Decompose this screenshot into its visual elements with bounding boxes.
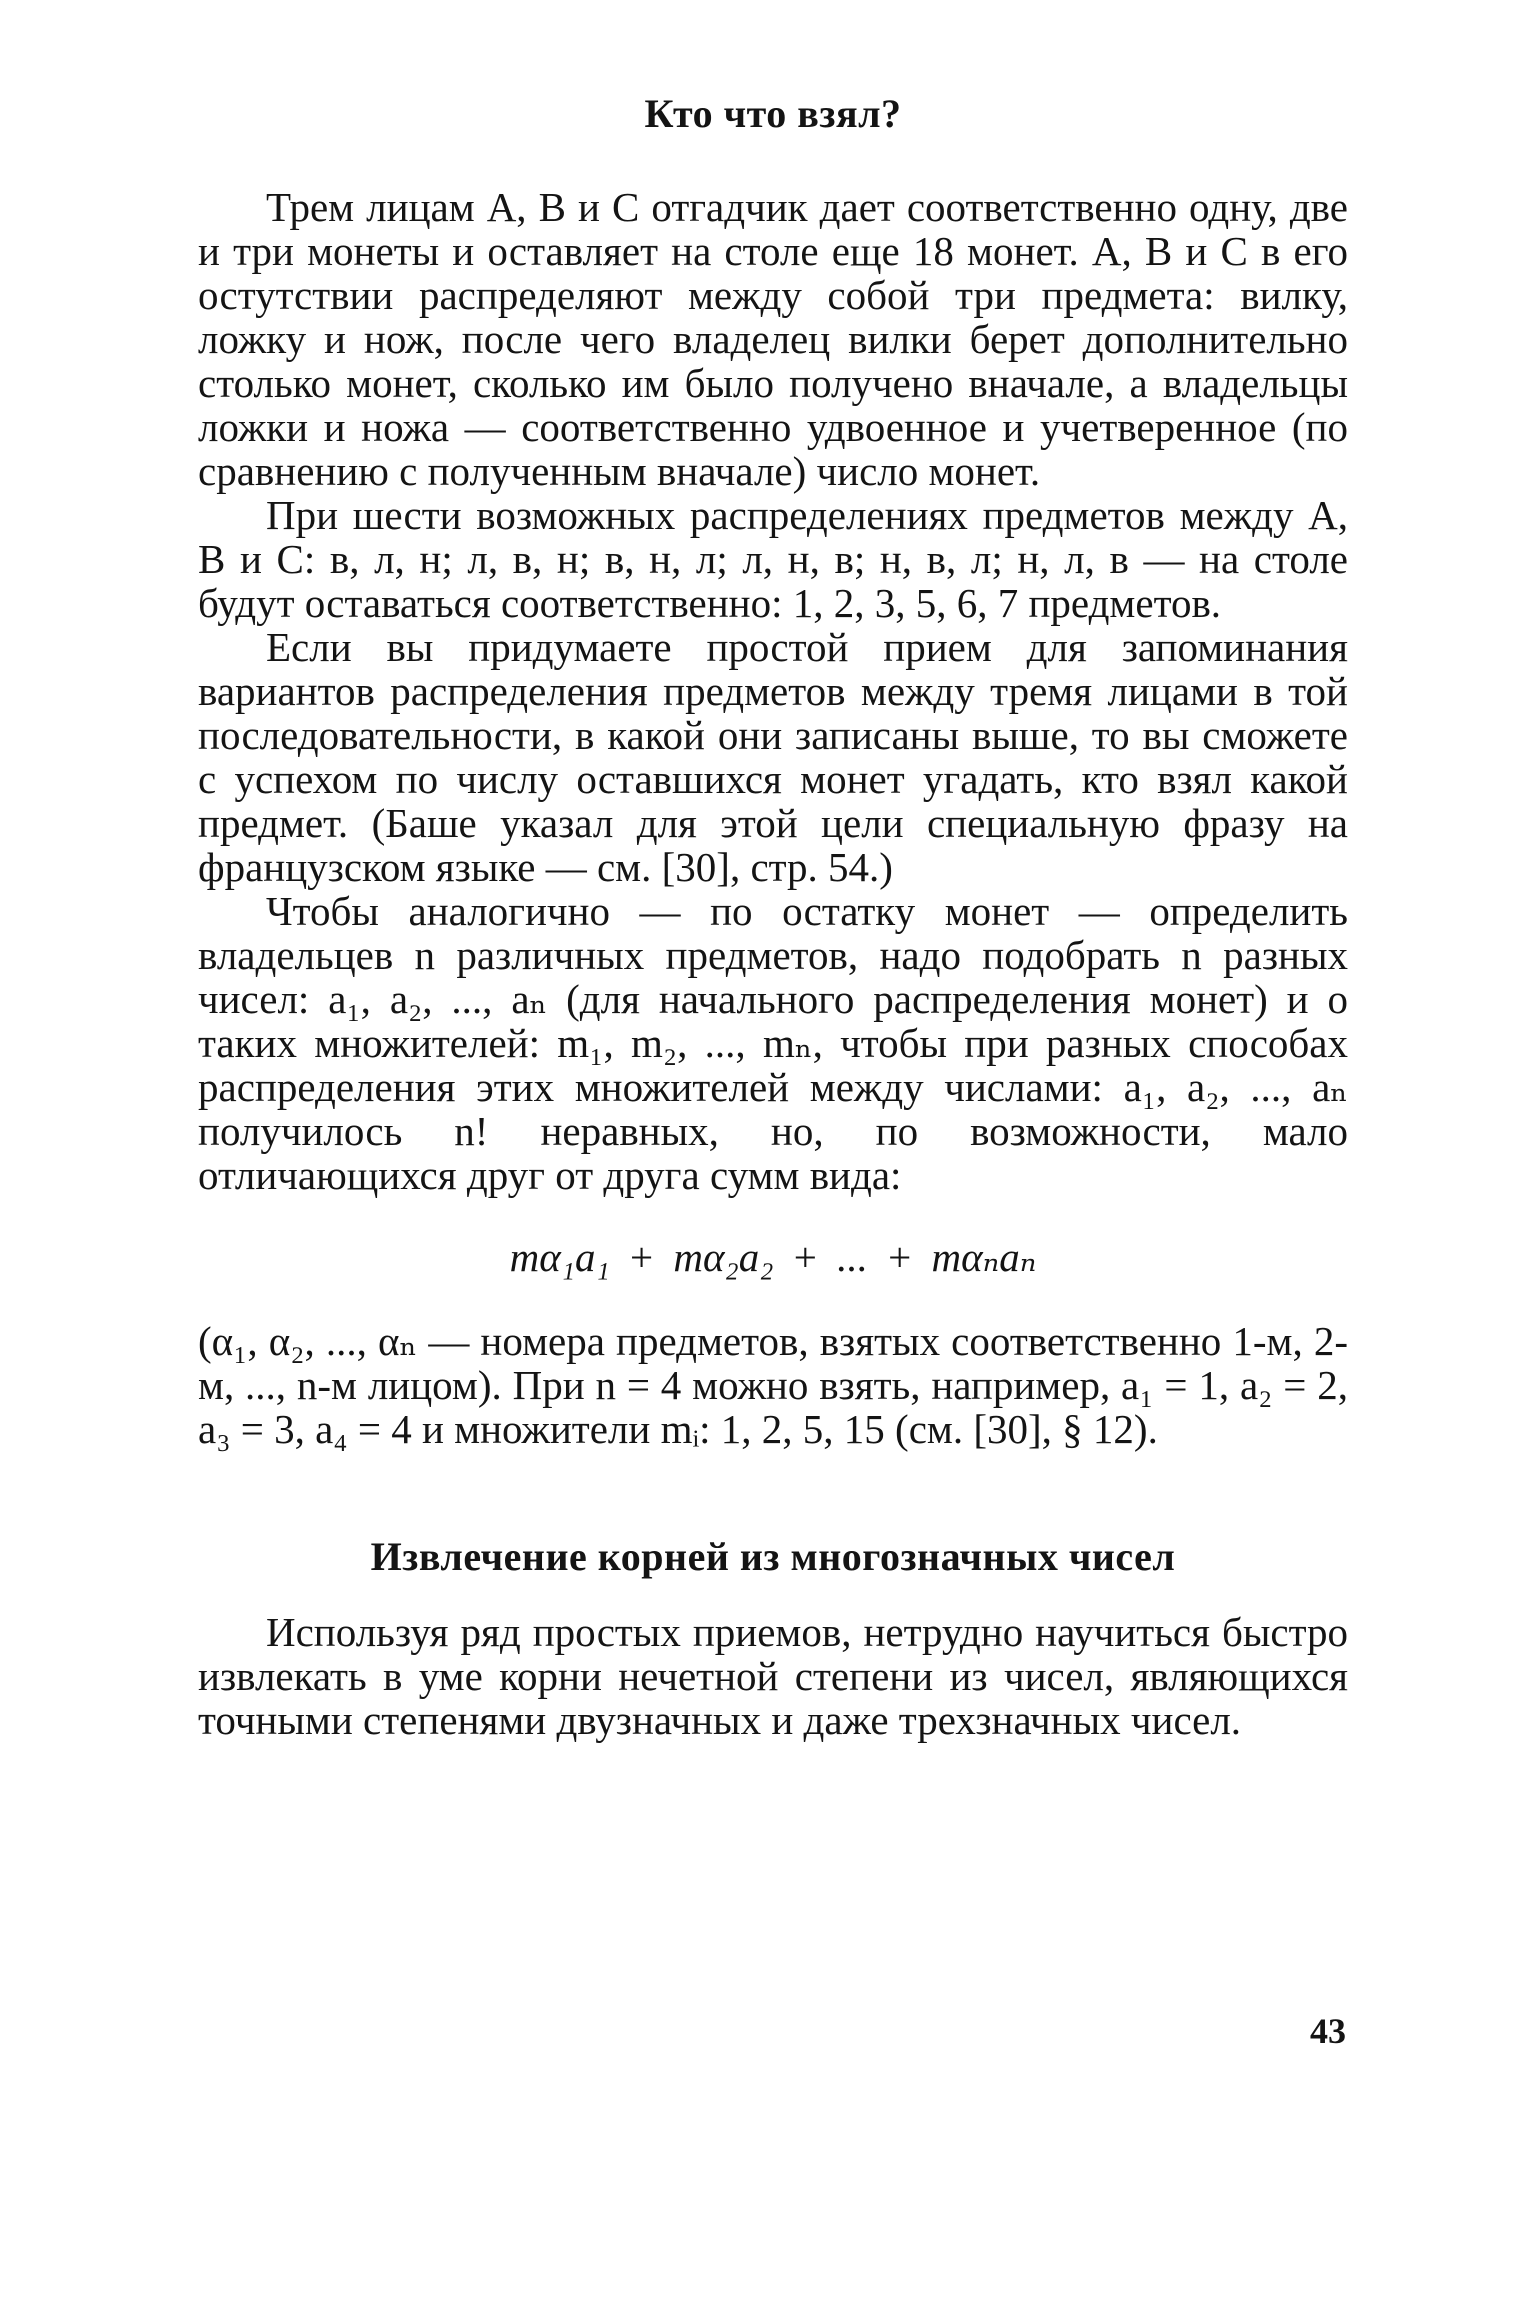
paragraph: Если вы придумаете простой прием для запоминания вариантов распределения предметов между тремя лицами в той последовательности, в какой они записаны выше, то вы сможете с успехом по числу оставшихся монет угадать, кто взял какой предмет. (Баше указал для этой цели специальную фразу на французском языке — см. [30], стр. 54.) xyxy=(198,624,1348,890)
section-title: Извлечение корней из многозначных чисел xyxy=(370,1534,1176,1579)
formula-term: mαₙaₙ xyxy=(931,1234,1037,1280)
formula-term: mα₂a₂ xyxy=(673,1234,774,1280)
paragraph: При шести возможных распределениях предметов между A, B и C: в, л, н; л, в, н; в, н, л; л, н, в; н, в, л; н, л, в — на столе будут оставаться соответственно: 1, 2, 3, 5, 6, 7 предметов. xyxy=(198,492,1348,626)
section-title: Кто что взял? xyxy=(644,91,902,136)
paragraph: (α₁, α₂, ..., αₙ — номера предметов, взятых соответственно 1-м, 2-м, ..., n-м лицом). При n = 4 можно взять, например, a₁ = 1, a₂ = 2, a₃ = 3, a₄ = 4 и множители mᵢ: 1, 2, 5, 15 (см. [30], § 12). xyxy=(198,1318,1348,1452)
page xyxy=(198,90,1348,1742)
formula-term: mα₁a₁ xyxy=(509,1234,610,1280)
formula-plus: + xyxy=(888,1234,912,1280)
page-number: 43 xyxy=(1310,2011,1346,2051)
paragraph: Чтобы аналогично — по остатку монет — определить владельцев n различных предметов, надо подобрать n разных чисел: a₁, a₂, ..., aₙ (для начального распределения монет) и o таких множителей: m₁, m₂, ..., mₙ, чтобы при разных способах распределения этих множителей между числами: a₁, a₂, ..., aₙ получилось n! неравных, но, по возможности, мало отличающихся друг от друга сумм вида: xyxy=(198,888,1348,1198)
formula-plus: + xyxy=(793,1234,817,1280)
formula-ellipsis: ... xyxy=(837,1234,868,1280)
paragraph: Используя ряд простых приемов, нетрудно научиться быстро извлекать в уме корни нечетной степени из чисел, являющихся точными степенями двузначных и даже трехзначных чисел. xyxy=(198,1609,1348,1743)
sum-formula xyxy=(198,1235,1348,1279)
paragraph: Трем лицам A, B и C отгадчик дает соответственно одну, две и три монеты и оставляет на столе еще 18 монет. A, B и C в его остутствии распределяют между собой три предмета: вилку, ложку и нож, после чего владелец вилки берет дополнительно столько монет, сколько им было получено вначале, а владельцы ложки и ножа — соответственно удвоенное и учетверенное (по сравнению с полученным вначале) число монет. xyxy=(198,184,1348,494)
formula-plus: + xyxy=(630,1234,654,1280)
